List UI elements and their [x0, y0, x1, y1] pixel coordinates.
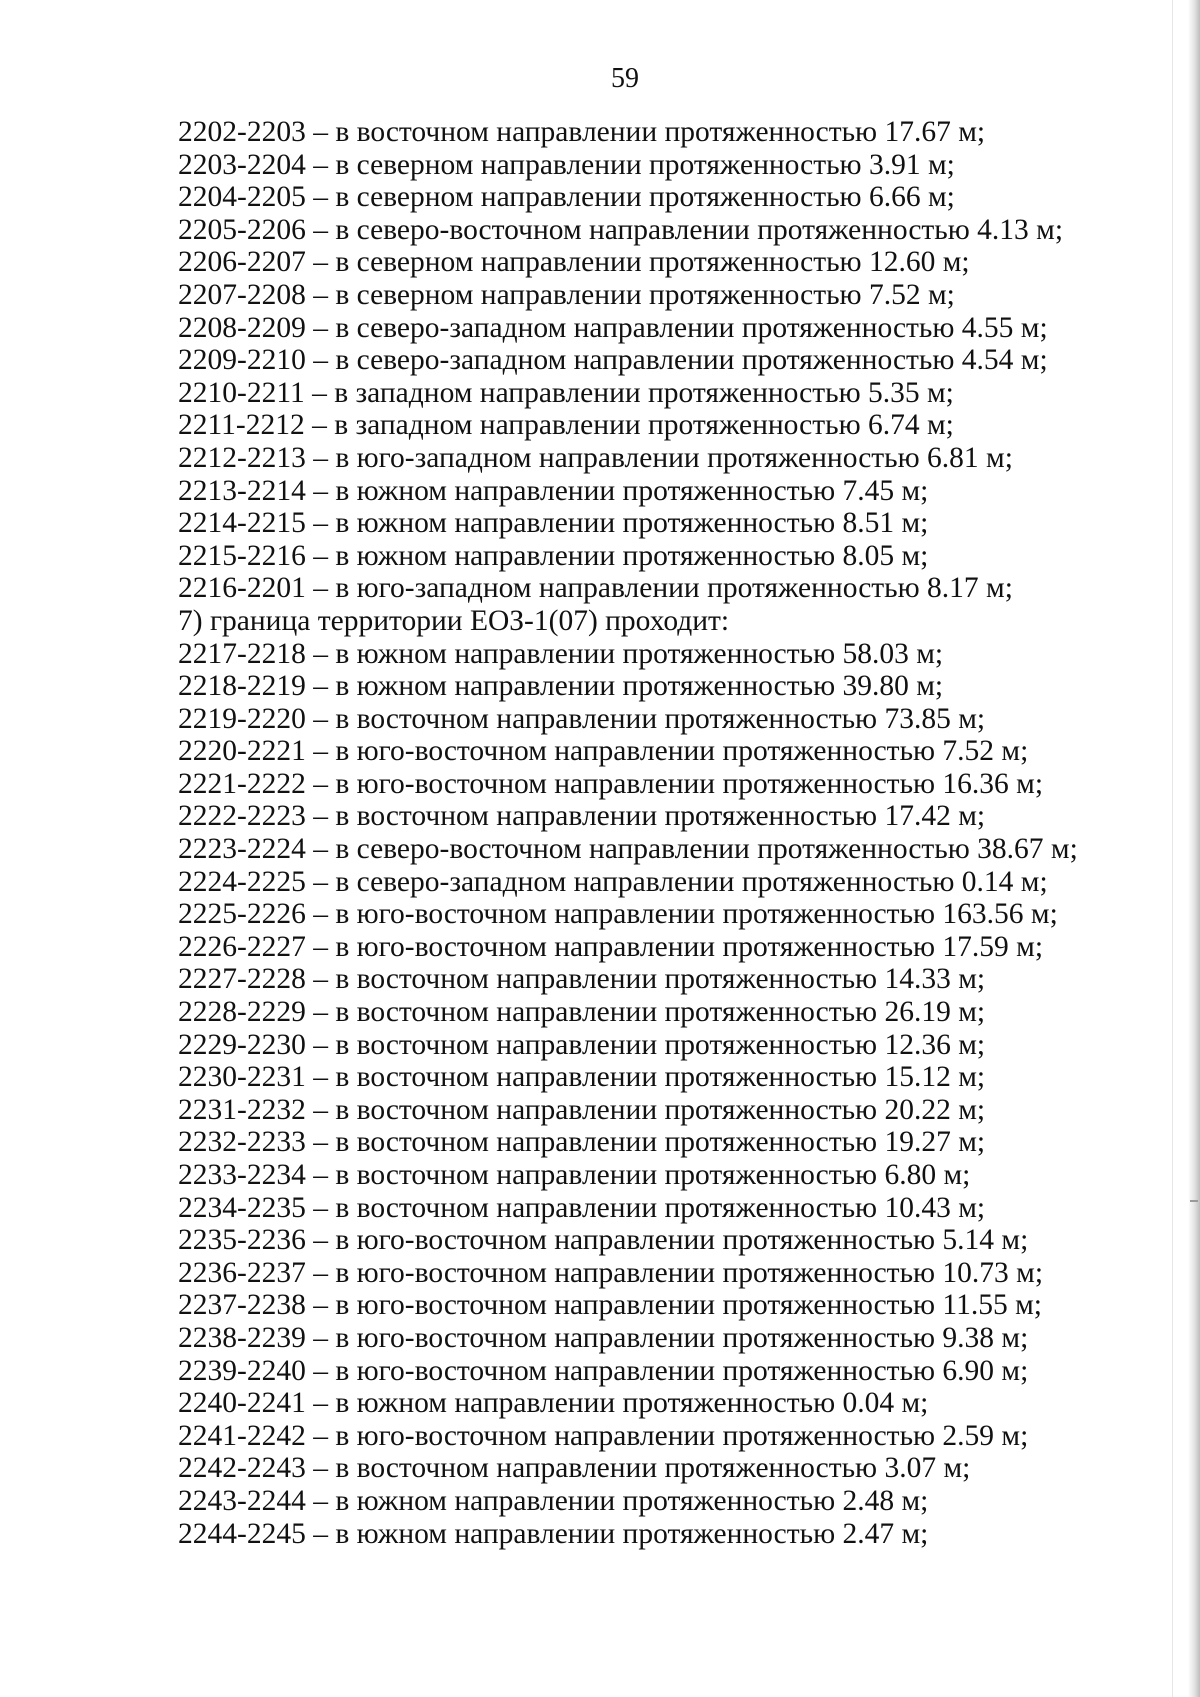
text-line: 2220-2221 – в юго-восточном направлении протяженностью 7.52 м; [178, 735, 1029, 768]
text-line: 2229-2230 – в восточном направлении протяженностью 12.36 м; [178, 1028, 986, 1061]
text-line: 2203-2204 – в северном направлении протяженностью 3.91 м; [178, 148, 955, 181]
text-line: 2219-2220 – в восточном направлении протяженностью 73.85 м; [178, 702, 986, 735]
text-line: 2223-2224 – в северо-восточном направлении протяженностью 38.67 м; [178, 833, 1078, 866]
text-line: 2230-2231 – в восточном направлении протяженностью 15.12 м; [178, 1061, 986, 1094]
text-line: 2232-2233 – в восточном направлении протяженностью 19.27 м; [178, 1126, 986, 1159]
text-line: 2204-2205 – в северном направлении протяженностью 6.66 м; [178, 181, 955, 214]
text-line: 2224-2225 – в северо-западном направлении протяженностью 0.14 м; [178, 865, 1048, 898]
text-line: 2228-2229 – в восточном направлении протяженностью 26.19 м; [178, 996, 986, 1029]
text-line: 2216-2201 – в юго-западном направлении протяженностью 8.17 м; [178, 572, 1013, 605]
text-line: 2234-2235 – в восточном направлении протяженностью 10.43 м; [178, 1191, 986, 1224]
section-heading: 7) граница территории ЕОЗ-1(07) проходит: [178, 604, 730, 637]
text-line: 2214-2215 – в южном направлении протяженностью 8.51 м; [178, 507, 929, 540]
text-line: 2202-2203 – в восточном направлении протяженностью 17.67 м; [178, 116, 986, 148]
text-line: 2237-2238 – в юго-восточном направлении протяженностью 11.55 м; [178, 1289, 1042, 1322]
text-line: 2210-2211 – в западном направлении протяженностью 5.35 м; [178, 376, 954, 409]
text-line: 2222-2223 – в восточном направлении протяженностью 17.42 м; [178, 800, 986, 833]
text-line: 2221-2222 – в юго-восточном направлении протяженностью 16.36 м; [178, 767, 1044, 800]
text-line: 2242-2243 – в восточном направлении протяженностью 3.07 м; [178, 1452, 971, 1485]
text-line: 2241-2242 – в юго-восточном направлении протяженностью 2.59 м; [178, 1419, 1029, 1452]
text-line: 2212-2213 – в юго-западном направлении протяженностью 6.81 м; [178, 441, 1013, 474]
scan-edge-shadow [1188, 0, 1200, 1697]
scan-edge-line [1172, 0, 1173, 1697]
text-line: 2240-2241 – в южном направлении протяженностью 0.04 м; [178, 1387, 929, 1420]
text-line: 2239-2240 – в юго-восточном направлении протяженностью 6.90 м; [178, 1354, 1029, 1387]
text-line: 2231-2232 – в восточном направлении протяженностью 20.22 м; [178, 1093, 986, 1126]
text-line: 2236-2237 – в юго-восточном направлении протяженностью 10.73 м; [178, 1256, 1044, 1289]
text-line: 2243-2244 – в южном направлении протяженностью 2.48 м; [178, 1484, 929, 1517]
text-line: 2209-2210 – в северо-западном направлении протяженностью 4.54 м; [178, 344, 1048, 377]
text-line: 2217-2218 – в южном направлении протяженностью 58.03 м; [178, 637, 944, 670]
text-line: 2244-2245 – в южном направлении протяженностью 2.47 м; [178, 1517, 929, 1550]
scan-edge-mark [1190, 1200, 1198, 1202]
text-line: 2218-2219 – в южном направлении протяженностью 39.80 м; [178, 670, 944, 703]
boundary-description-list [178, 116, 1138, 1550]
text-line: 2225-2226 – в юго-восточном направлении протяженностью 163.56 м; [178, 898, 1058, 931]
text-line: 2205-2206 – в северо-восточном направлении протяженностью 4.13 м; [178, 213, 1064, 246]
text-line: 2215-2216 – в южном направлении протяженностью 8.05 м; [178, 539, 929, 572]
text-line: 2206-2207 – в северном направлении протяженностью 12.60 м; [178, 246, 970, 279]
text-line: 2233-2234 – в восточном направлении протяженностью 6.80 м; [178, 1159, 971, 1191]
text-line: 2211-2212 – в западном направлении протяженностью 6.74 м; [178, 409, 954, 442]
text-line: 2213-2214 – в южном направлении протяженностью 7.45 м; [178, 474, 929, 507]
text-line: 2207-2208 – в северном направлении протяженностью 7.52 м; [178, 278, 955, 311]
text-line: 2238-2239 – в юго-восточном направлении протяженностью 9.38 м; [178, 1321, 1029, 1354]
page-number: 59 [611, 63, 639, 94]
text-line: 2226-2227 – в юго-восточном направлении протяженностью 17.59 м; [178, 930, 1044, 963]
text-line: 2208-2209 – в северо-западном направлении протяженностью 4.55 м; [178, 311, 1048, 344]
text-line: 2235-2236 – в юго-восточном направлении протяженностью 5.14 м; [178, 1224, 1029, 1257]
text-line: 2227-2228 – в восточном направлении протяженностью 14.33 м; [178, 963, 986, 996]
